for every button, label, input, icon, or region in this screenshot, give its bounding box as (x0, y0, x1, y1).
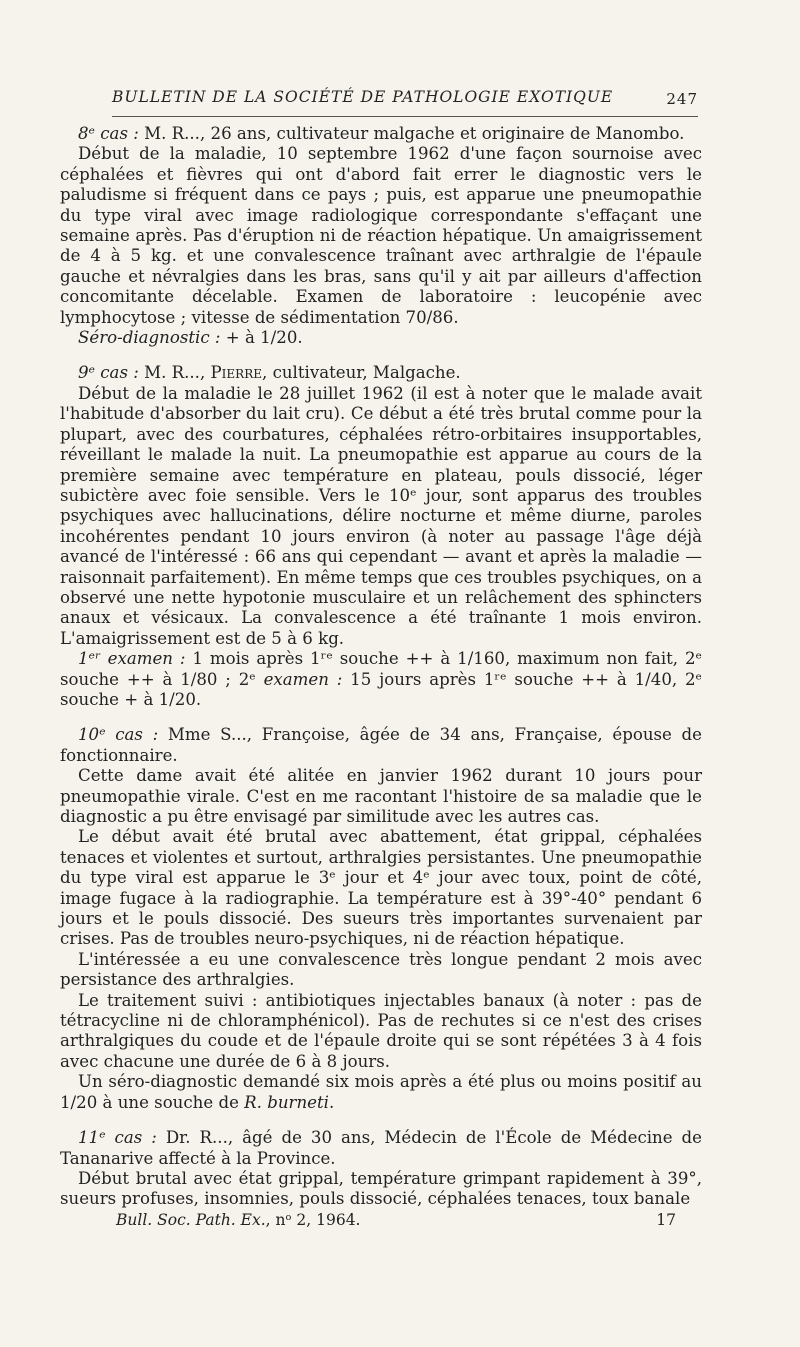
page-number: 247 (666, 90, 698, 108)
header-rule (112, 116, 698, 117)
case-10-convalescence: L'intéressée a eu une convalescence très longue pendant 2 mois avec persistance des arthralgies. (60, 949, 702, 990)
case-10-intro: 10ᵉ cas : Mme S..., Françoise, âgée de 34 ans, Française, épouse de fonctionnaire. (60, 725, 702, 765)
journal-issue: , nᵒ 2, 1964. (265, 1211, 361, 1229)
case-9-description: Début de la maladie le 28 juillet 1962 (il est à noter que le malade avait l'habitude d'absorber du lait cru). Ce début a été très brutal comme pour la plupart, avec des courbatures, céphalées rétro-orbitaires insupportables, réveillant le malade la nuit. La pneumopathie est apparue au cours de la première semaine avec température en plateau, pouls dissocié, léger subictère avec foie sensible. Vers le 10ᵉ jour, sont apparus des troubles psychiques avec hallucinations, délire nocturne et même diurne, paroles incohérentes pendant 10 jours environ (à noter au passage l'âge déjà avancé de l'intéressé : 66 ans qui cependant — avant et après la maladie — raisonnait parfaitement). En même temps que ces troubles psychiques, on a observé une nette hypotonie musculaire et un relâchement des sphincters anaux et vésicaux. La convalescence a été traînante 1 mois environ. L'amaigrissement est de 5 à 6 kg. (60, 383, 702, 648)
case-gap (60, 348, 702, 363)
case-8-serology: Séro-diagnostic : + à 1/20. (78, 328, 303, 348)
case-8-intro: 8ᵉ cas : M. R..., 26 ans, cultivateur malgache et originaire de Manombo. (78, 124, 685, 143)
case-10-serology: Un séro-diagnostic demandé six mois après a été plus ou moins positif au 1/20 à une souche de R. burneti. (60, 1072, 702, 1112)
case-10-label: 10ᵉ cas : (78, 725, 159, 745)
page-footer (116, 1211, 676, 1229)
case-8-label: 8ᵉ cas : (78, 124, 139, 143)
case-9-examinations: 1ᵉʳ examen : 1 mois après 1ʳᵉ souche ++ à 1/160, maximum non fait, 2ᵉ souche ++ à 1/80 ; 2ᵉ examen : 15 jours après 1ʳᵉ souche ++ à 1/40, 2ᵉ souche + à 1/20. (60, 649, 702, 709)
case-9-intro: 9ᵉ cas : M. R..., Pierre, cultivateur, Malgache. (78, 363, 461, 383)
article-body (60, 124, 702, 1210)
case-10-history: Cette dame avait été alitée en janvier 1962 durant 10 jours pour pneumopathie virale. C'est en me racontant l'histoire de sa maladie que le diagnostic a pu être envisagé par similitude avec les autres cas. (60, 766, 702, 826)
case-gap (60, 1113, 702, 1128)
case-11-label: 11ᵉ cas : (78, 1128, 157, 1148)
running-title: BULLETIN DE LA SOCIÉTÉ DE PATHOLOGIE EXOTIQUE (112, 88, 614, 106)
case-10-treatment: Le traitement suivi : antibiotiques injectables banaux (à noter : pas de tétracycline ni de chloramphénicol). Pas de rechutes si ce n'est des crises arthralgiques du coude et de l'épaule droite qui se sont répétées 3 à 4 fois avec chacune une durée de 6 à 8 jours. (60, 990, 702, 1071)
case-11-description: Début brutal avec état grippal, température grimpant rapidement à 39°, sueurs profuses, insomnies, pouls dissocié, céphalées tenaces, toux banale (60, 1168, 702, 1209)
case-gap (60, 710, 702, 725)
case-8-description: Début de la maladie, 10 septembre 1962 d'une façon sournoise avec céphalées et fièvres qui ont d'abord fait errer le diagnostic vers le paludisme si fréquent dans ce pays ; puis, est apparue une pneumopathie du type viral avec image radiologique correspondante s'effaçant une semaine après. Pas d'éruption ni de réaction hépatique. Un amaigrissement de 4 à 5 kg. et une convalescence traînant avec arthralgie de l'épaule gauche et névralgies dans les bras, sans qu'il y ait par ailleurs d'affection concomitante décelable. Examen de laboratoire : leucopénie avec lymphocytose ; vitesse de sédimentation 70/86. (60, 144, 702, 327)
case-10-onset: Le début avait été brutal avec abattement, état grippal, céphalées tenaces et violentes et surtout, arthralgies persistantes. Une pneumopathie du type viral est apparue le 3ᵉ jour et 4ᵉ jour avec toux, point de côté, image fugace à la radiographie. La température est à 39°-40° pendant 6 jours et le pouls dissocié. Des sueurs très importantes survenaient par crises. Pas de troubles neuro-psychiques, ni de réaction hépatique. (60, 827, 702, 949)
species-name: R. burneti (244, 1092, 329, 1112)
signature-mark: 17 (656, 1211, 676, 1229)
case-9-label: 9ᵉ cas : (78, 363, 139, 383)
journal-reference: Bull. Soc. Path. Ex. (116, 1211, 266, 1229)
case-11-intro: 11ᵉ cas : Dr. R..., âgé de 30 ans, Médecin de l'École de Médecine de Tananarive affecté à la Province. (60, 1128, 702, 1168)
patient-name: Pierre (210, 363, 263, 383)
